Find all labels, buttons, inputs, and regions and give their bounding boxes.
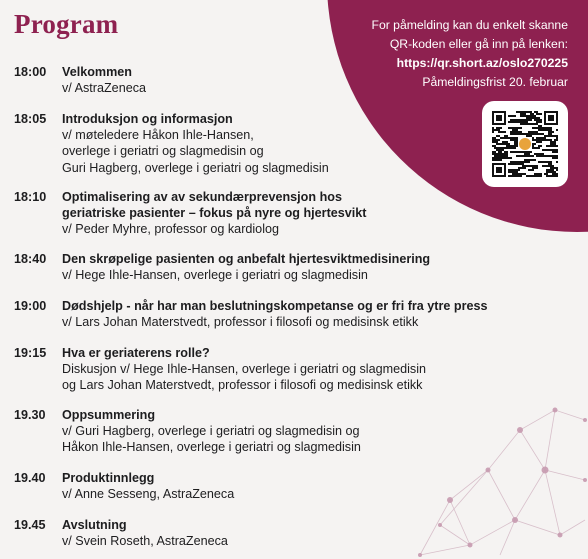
agenda-item <box>14 345 532 394</box>
agenda-title: Optimalisering av av sekundærprevensjon hos <box>62 190 342 204</box>
agenda-title: Avslutning <box>62 518 127 532</box>
agenda-speaker: Håkon Ihle-Hansen, overlege i geriatri og slagmedisin <box>62 440 361 455</box>
agenda-title: Oppsummering <box>62 408 156 422</box>
agenda-speaker: v/ AstraZeneca <box>62 81 146 96</box>
agenda-item <box>14 251 532 283</box>
agenda-item <box>14 189 532 238</box>
agenda-speaker: overlege i geriatri og slagmedisin og <box>62 144 264 159</box>
signup-line-2: QR-koden eller gå inn på lenken: <box>389 37 568 51</box>
agenda-speaker: og Lars Johan Materstvedt, professor i filosofi og medisinsk etikk <box>62 378 423 393</box>
agenda-time: 18:40 <box>14 252 47 266</box>
agenda-item <box>14 111 532 176</box>
agenda-item <box>14 298 532 330</box>
agenda-title: Dødshjelp - når har man beslutningskompetanse og er fri fra ytre press <box>62 299 488 313</box>
signup-line-1: For påmelding kan du enkelt skanne <box>371 18 568 32</box>
signup-deadline: Påmeldingsfrist 20. februar <box>422 75 568 89</box>
agenda-title: Velkommen <box>62 65 132 79</box>
agenda-speaker: v/ Lars Johan Materstvedt, professor i filosofi og medisinsk etikk <box>62 315 419 330</box>
agenda-time: 18:10 <box>14 190 47 204</box>
page-title: Program <box>14 9 119 39</box>
agenda-speaker: v/ Guri Hagberg, overlege i geriatri og slagmedisin og <box>62 424 360 439</box>
agenda-time: 19.40 <box>14 471 46 485</box>
agenda-time: 19:00 <box>14 299 47 313</box>
agenda-speaker: v/ Peder Myhre, professor og kardiolog <box>62 222 279 237</box>
agenda-time: 19.30 <box>14 408 46 422</box>
agenda-item <box>14 407 532 456</box>
agenda-time: 18:05 <box>14 112 47 126</box>
agenda-time: 19.45 <box>14 518 46 532</box>
agenda-speaker: Diskusjon v/ Hege Ihle-Hansen, overlege i geriatri og slagmedisin <box>62 362 427 377</box>
agenda-item <box>14 517 532 549</box>
agenda-title: Introduksjon og informasjon <box>62 112 233 126</box>
agenda-title: Hva er geriaterens rolle? <box>62 346 210 360</box>
agenda-item <box>14 470 532 502</box>
agenda-title: Produktinnlegg <box>62 471 155 485</box>
agenda-speaker: v/ Hege Ihle-Hansen, overlege i geriatri og slagmedisin <box>62 268 368 283</box>
agenda-title: geriatriske pasienter – fokus på nyre og hjertesvikt <box>62 206 367 221</box>
agenda-speaker: v/ møteledere Håkon Ihle-Hansen, <box>62 128 254 143</box>
agenda-speaker: v/ Anne Sesseng, AstraZeneca <box>62 487 235 502</box>
agenda-speaker: Guri Hagberg, overlege i geriatri og slagmedisin <box>62 160 329 175</box>
agenda-time: 19:15 <box>14 346 47 360</box>
agenda-time: 18:00 <box>14 65 47 79</box>
signup-link[interactable]: https://qr.short.az/oslo270225 <box>396 56 568 70</box>
agenda-item <box>14 64 532 96</box>
agenda-speaker: v/ Svein Roseth, AstraZeneca <box>62 534 228 549</box>
agenda-title: Den skrøpelige pasienten og anbefalt hjertesviktmedisinering <box>62 252 431 266</box>
